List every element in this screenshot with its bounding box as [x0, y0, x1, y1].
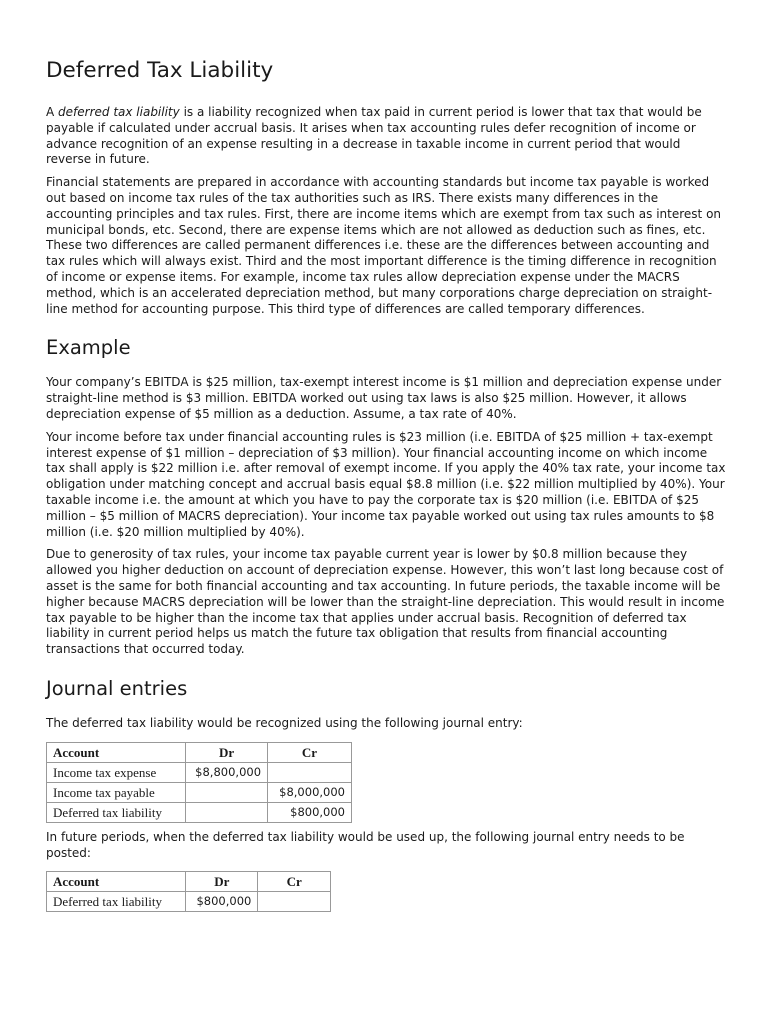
example-paragraph-1: Your company’s EBITDA is $25 million, tax-exempt interest income is $1 million and depreciation expense under straight-line method is $3 million. EBITDA worked out using tax laws is also $25 million. However, it allows depreciation expense of $5 million as a deduction. Assume, a tax rate of 40%.	[46, 375, 722, 421]
section-heading-journal-entries: Journal entries	[46, 676, 188, 700]
journal-entry-table-reversal	[46, 871, 331, 912]
debit-cell: $800,000	[186, 892, 258, 912]
credit-cell	[268, 762, 352, 782]
section-heading-example: Example	[46, 336, 131, 360]
table-row	[47, 802, 352, 822]
credit-cell: $800,000	[268, 802, 352, 822]
table-header-row	[47, 872, 331, 892]
credit-cell: $8,000,000	[268, 782, 352, 802]
intro-prefix: A	[46, 105, 59, 119]
account-cell: Income tax payable	[47, 782, 186, 802]
account-cell: Income tax expense	[47, 762, 186, 782]
term-deferred-tax-liability: deferred tax liability	[58, 105, 180, 119]
table-row	[47, 892, 331, 912]
debit-cell	[186, 782, 268, 802]
account-cell: Deferred tax liability	[47, 892, 186, 912]
column-header-cr: Cr	[268, 742, 352, 762]
intro-rest: is a liability recognized when tax paid in current period is lower that tax that would be payable if calculated under accrual basis. It arises when tax accounting rules defer recognition of income or advance recognition of an expense resulting in a decrease in taxable income in current period that would reverse in future.	[46, 105, 702, 167]
column-header-account: Account	[47, 872, 186, 892]
credit-cell	[258, 892, 331, 912]
intro-paragraph-1	[46, 105, 726, 168]
debit-cell	[186, 802, 268, 822]
example-paragraph-3: Due to generosity of tax rules, your income tax payable current year is lower by $0.8 million because they allowed you higher deduction on account of depreciation expense. However, this won’t last long because cost of asset is the same for both financial accounting and tax accounting. In future periods, the taxable income will be higher because MACRS depreciation will be lower than the straight-line depreciation. This would result in income tax payable to be higher than the income tax that applies under accrual basis. Recognition of deferred tax liability in current period helps us match the future tax obligation that results from financial accounting transactions that occurred today.	[46, 547, 725, 657]
account-cell: Deferred tax liability	[47, 802, 186, 822]
column-header-dr: Dr	[186, 742, 268, 762]
table-row	[47, 782, 352, 802]
table-header-row	[47, 742, 352, 762]
debit-cell: $8,800,000	[186, 762, 268, 782]
column-header-dr: Dr	[186, 872, 258, 892]
example-paragraph-2: Your income before tax under financial accounting rules is $23 million (i.e. EBITDA of $25 million + tax-exempt interest expense of $1 million – depreciation of $3 million). Your financial accounting income on which income tax shall apply is $22 million i.e. after removal of exempt income. If you apply the 40% tax rate, your income tax obligation under matching concept and accrual basis equal $8.8 million (i.e. $22 million multiplied by 40%). Your taxable income i.e. the amount at which you have to pay the corporate tax is $20 million (i.e. EBITDA of $25 million – $5 million of MACRS depreciation). Your income tax payable worked out using tax rules amounts to $8 million (i.e. $20 million multiplied by 40%).	[46, 429, 726, 539]
intro-paragraph-2: Financial statements are prepared in accordance with accounting standards but income tax payable is worked out based on income tax rules of the tax authorities such as IRS. There exists many differences in the accounting principles and tax rules. First, there are income items which are exempt from tax such as interest on municipal bonds, etc. Second, there are expense items which are not allowed as deduction such as fines, etc. These two differences are called permanent differences i.e. these are the differences between accounting and tax rules which will always exist. Third and the most important difference is the timing difference in recognition of income or expense items. For example, income tax rules allow depreciation expense under the MACRS method, which is an accelerated depreciation method, but many corporations charge depreciation on straight-line method for accounting purpose. This third type of differences are called temporary differences.	[46, 175, 722, 316]
journal-between-text: In future periods, when the deferred tax liability would be used up, the following journal entry needs to be posted:	[46, 829, 685, 860]
column-header-account: Account	[47, 742, 186, 762]
journal-entry-table-recognition	[46, 742, 352, 823]
document-page	[46, 56, 726, 919]
journal-intro: The deferred tax liability would be recognized using the following journal entry:	[46, 715, 523, 730]
page-title: Deferred Tax Liability	[46, 58, 274, 83]
table-row	[47, 762, 352, 782]
column-header-cr: Cr	[258, 872, 331, 892]
